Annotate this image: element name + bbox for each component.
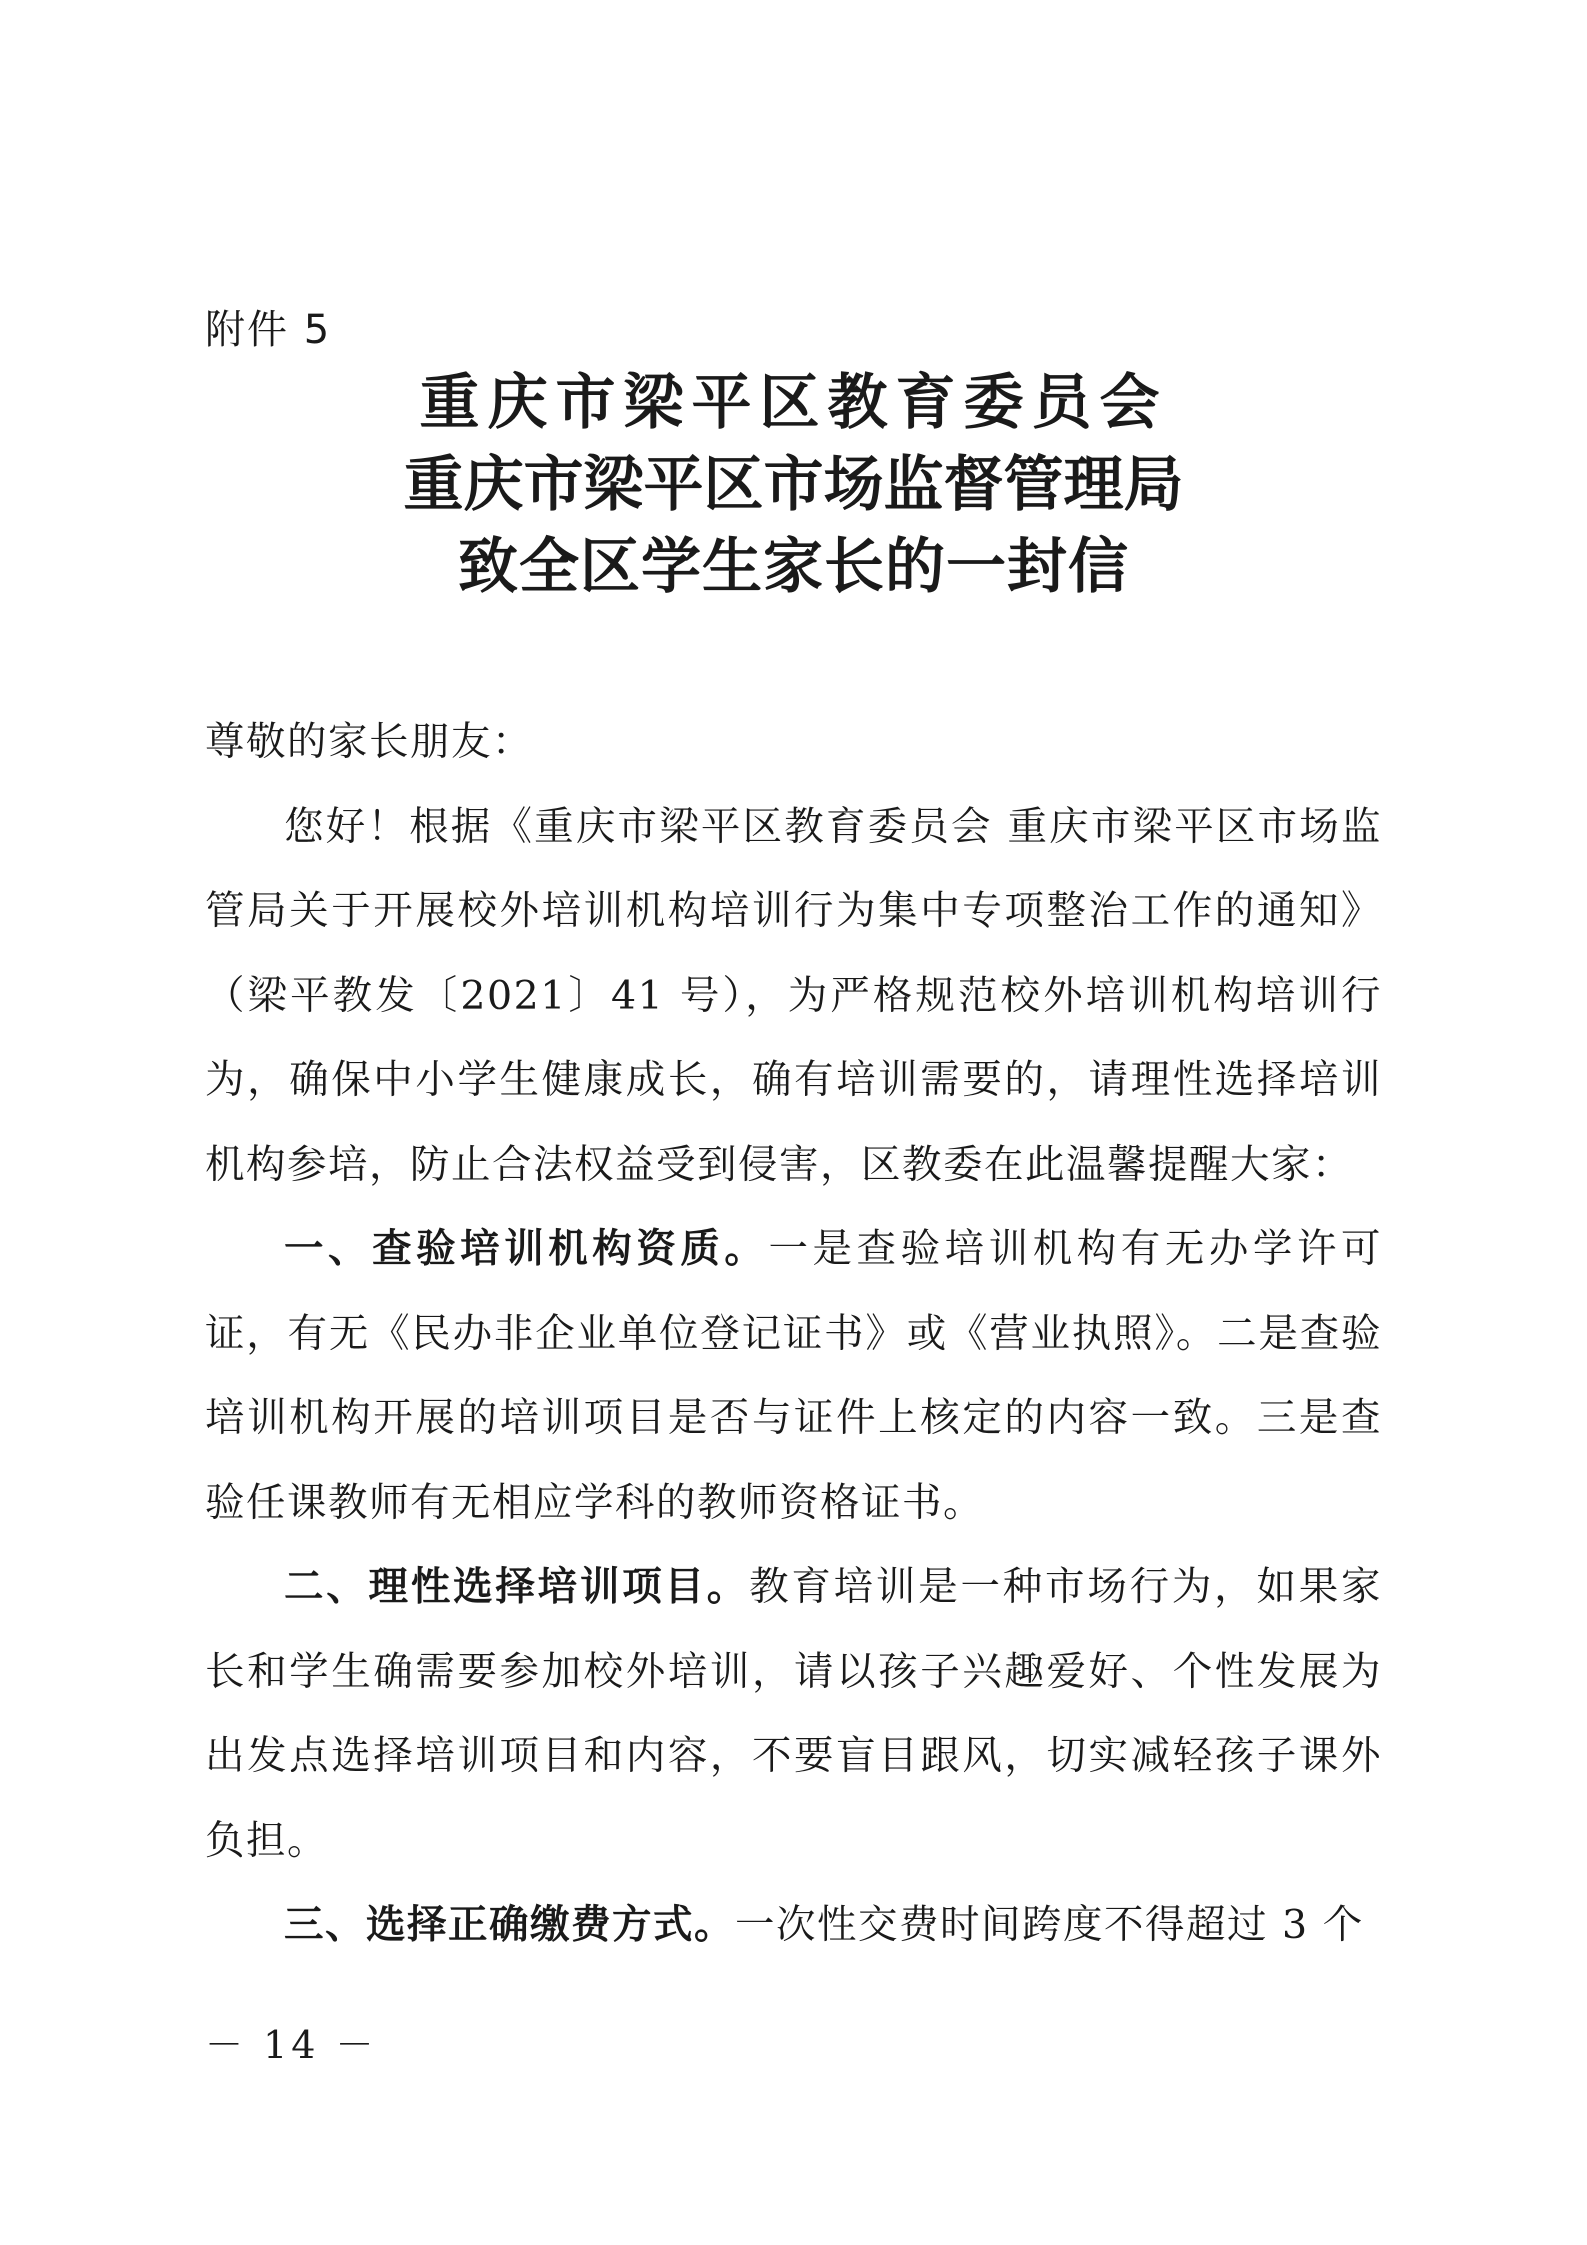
page-number: － 14 －	[205, 2023, 378, 2067]
section-paragraph-2	[205, 1545, 1382, 1883]
title-line-1: 重庆市梁平区教育委员会	[419, 368, 1168, 438]
attachment-label: 附件 5	[205, 307, 332, 353]
document-title	[205, 362, 1382, 608]
section-heading-2: 二、理性选择培训项目。	[284, 1564, 750, 1610]
intro-paragraph: 您好！根据《重庆市梁平区教育委员会 重庆市梁平区市场监管局关于开展校外培训机构培训行为集中专项整治工作的通知》（梁平教发〔2021〕41 号），为严格规范校外培训机构培训行为，确保中小学生健康成长，确有培训需要的，请理性选择培训机构参培，防止合法权益受到侵害，区教委在此温馨提醒大家：	[205, 803, 1382, 1188]
title-line-2: 重庆市梁平区市场监督管理局	[403, 450, 1184, 520]
salutation: 尊敬的家长朋友：	[205, 719, 533, 765]
section-heading-3: 三、选择正确缴费方式。	[284, 1902, 735, 1948]
section-text-1: 一是查验培训机构有无办学许可证，有无《民办非企业单位登记证书》或《营业执照》。二是查验培训机构开展的培训项目是否与证件上核定的内容一致。三是查验任课教师有无相应学科的教师资格证书。	[205, 1226, 1383, 1526]
title-line-3: 致全区学生家长的一封信	[458, 532, 1129, 602]
section-paragraph-3	[205, 1883, 1382, 1968]
section-heading-1: 一、查验培训机构资质。	[284, 1226, 769, 1272]
letter-body	[205, 700, 1382, 1968]
section-text-3: 一次性交费时间跨度不得超过 3 个	[735, 1902, 1364, 1948]
section-paragraph-1	[205, 1207, 1382, 1545]
section-text-2: 教育培训是一种市场行为，如果家长和学生确需要参加校外培训，请以孩子兴趣爱好、个性发展为出发点选择培训项目和内容，不要盲目跟风，切实减轻孩子课外负担。	[205, 1564, 1383, 1864]
